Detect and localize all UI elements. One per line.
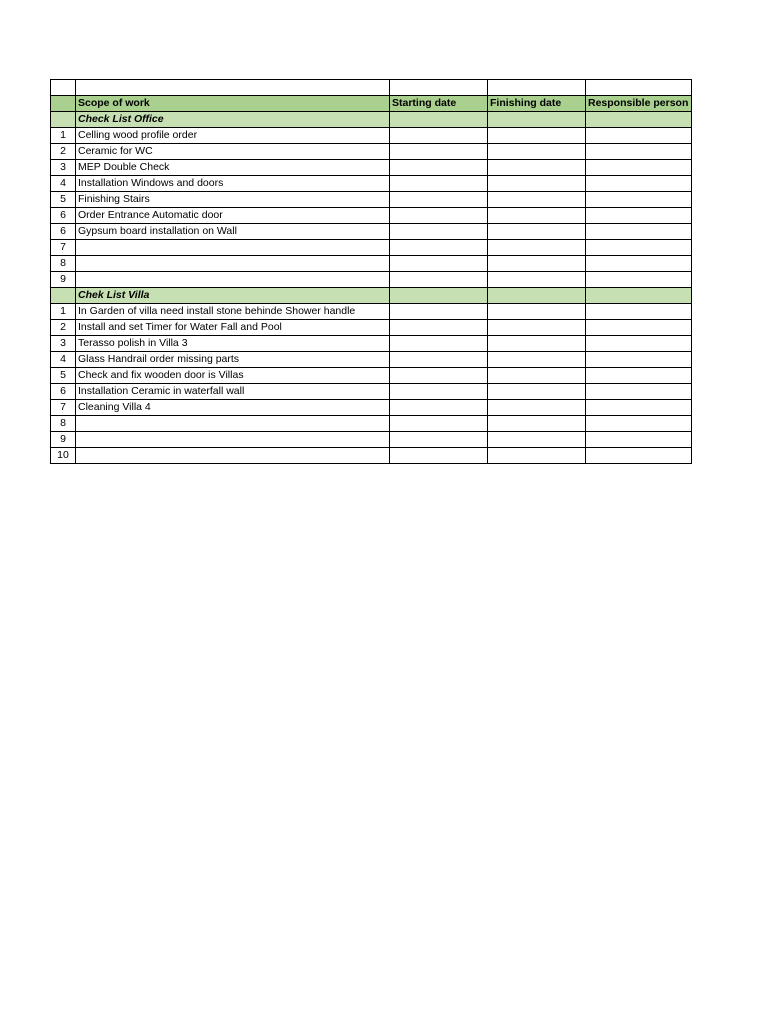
starting-date-cell[interactable] bbox=[390, 192, 488, 208]
responsible-person-cell[interactable] bbox=[586, 272, 692, 288]
starting-date-cell[interactable] bbox=[390, 176, 488, 192]
task-cell[interactable] bbox=[76, 432, 390, 448]
responsible-person-cell[interactable] bbox=[586, 176, 692, 192]
finishing-date-cell[interactable] bbox=[488, 432, 586, 448]
responsible-person-cell[interactable] bbox=[586, 256, 692, 272]
row-number[interactable]: 7 bbox=[51, 400, 76, 416]
starting-date-cell[interactable] bbox=[390, 352, 488, 368]
row-number[interactable]: 6 bbox=[51, 384, 76, 400]
table-row bbox=[51, 192, 692, 208]
table-row bbox=[51, 208, 692, 224]
finishing-date-cell[interactable] bbox=[488, 368, 586, 384]
task-cell[interactable] bbox=[76, 272, 390, 288]
cell[interactable] bbox=[76, 80, 390, 96]
section-starting-date-cell[interactable] bbox=[390, 112, 488, 128]
task-cell[interactable]: Order Entrance Automatic door bbox=[76, 208, 390, 224]
header-finishing-date[interactable]: Finishing date bbox=[488, 96, 586, 112]
responsible-person-cell[interactable] bbox=[586, 304, 692, 320]
table-row bbox=[51, 128, 692, 144]
row-number[interactable]: 1 bbox=[51, 128, 76, 144]
responsible-person-cell[interactable] bbox=[586, 128, 692, 144]
cell[interactable] bbox=[586, 80, 692, 96]
row-number[interactable]: 7 bbox=[51, 240, 76, 256]
starting-date-cell[interactable] bbox=[390, 144, 488, 160]
table-row bbox=[51, 256, 692, 272]
section-finishing-date-cell[interactable] bbox=[488, 112, 586, 128]
task-cell[interactable]: Glass Handrail order missing parts bbox=[76, 352, 390, 368]
table-row bbox=[51, 448, 692, 464]
responsible-person-cell[interactable] bbox=[586, 384, 692, 400]
table-row bbox=[51, 384, 692, 400]
finishing-date-cell[interactable] bbox=[488, 320, 586, 336]
table-row bbox=[51, 432, 692, 448]
row-number[interactable]: 4 bbox=[51, 352, 76, 368]
starting-date-cell[interactable] bbox=[390, 240, 488, 256]
finishing-date-cell[interactable] bbox=[488, 128, 586, 144]
responsible-person-cell[interactable] bbox=[586, 432, 692, 448]
section-responsible-cell[interactable] bbox=[586, 288, 692, 304]
finishing-date-cell[interactable] bbox=[488, 160, 586, 176]
finishing-date-cell[interactable] bbox=[488, 336, 586, 352]
responsible-person-cell[interactable] bbox=[586, 400, 692, 416]
starting-date-cell[interactable] bbox=[390, 384, 488, 400]
starting-date-cell[interactable] bbox=[390, 400, 488, 416]
responsible-person-cell[interactable] bbox=[586, 336, 692, 352]
finishing-date-cell[interactable] bbox=[488, 304, 586, 320]
starting-date-cell[interactable] bbox=[390, 304, 488, 320]
table-row bbox=[51, 400, 692, 416]
finishing-date-cell[interactable] bbox=[488, 256, 586, 272]
checklist-body bbox=[51, 80, 692, 464]
finishing-date-cell[interactable] bbox=[488, 224, 586, 240]
finishing-date-cell[interactable] bbox=[488, 448, 586, 464]
task-cell[interactable]: MEP Double Check bbox=[76, 160, 390, 176]
task-cell[interactable]: Gypsum board installation on Wall bbox=[76, 224, 390, 240]
task-cell[interactable] bbox=[76, 448, 390, 464]
responsible-person-cell[interactable] bbox=[586, 160, 692, 176]
row-number[interactable]: 9 bbox=[51, 272, 76, 288]
table-row bbox=[51, 352, 692, 368]
row-number[interactable]: 6 bbox=[51, 208, 76, 224]
finishing-date-cell[interactable] bbox=[488, 192, 586, 208]
section-starting-date-cell[interactable] bbox=[390, 288, 488, 304]
finishing-date-cell[interactable] bbox=[488, 400, 586, 416]
header-number-cell[interactable] bbox=[51, 96, 76, 112]
task-cell[interactable]: Installation Ceramic in waterfall wall bbox=[76, 384, 390, 400]
header-row bbox=[51, 96, 692, 112]
task-cell[interactable]: Celling wood profile order bbox=[76, 128, 390, 144]
responsible-person-cell[interactable] bbox=[586, 144, 692, 160]
task-cell[interactable] bbox=[76, 240, 390, 256]
cell[interactable] bbox=[390, 80, 488, 96]
checklist-table bbox=[50, 79, 692, 464]
task-cell[interactable] bbox=[76, 416, 390, 432]
header-scope-of-work[interactable]: Scope of work bbox=[76, 96, 390, 112]
section-number-cell[interactable] bbox=[51, 112, 76, 128]
row-number[interactable]: 8 bbox=[51, 256, 76, 272]
table-row bbox=[51, 240, 692, 256]
cell[interactable] bbox=[488, 80, 586, 96]
table-row bbox=[51, 320, 692, 336]
finishing-date-cell[interactable] bbox=[488, 272, 586, 288]
starting-date-cell[interactable] bbox=[390, 432, 488, 448]
row-number[interactable]: 5 bbox=[51, 368, 76, 384]
responsible-person-cell[interactable] bbox=[586, 416, 692, 432]
starting-date-cell[interactable] bbox=[390, 256, 488, 272]
table-row bbox=[51, 224, 692, 240]
row-number[interactable]: 5 bbox=[51, 192, 76, 208]
finishing-date-cell[interactable] bbox=[488, 384, 586, 400]
responsible-person-cell[interactable] bbox=[586, 352, 692, 368]
finishing-date-cell[interactable] bbox=[488, 240, 586, 256]
section-header-row bbox=[51, 112, 692, 128]
header-responsible-person[interactable]: Responsible person bbox=[586, 96, 692, 112]
row-number[interactable]: 1 bbox=[51, 304, 76, 320]
table-row bbox=[51, 176, 692, 192]
starting-date-cell[interactable] bbox=[390, 128, 488, 144]
row-number[interactable]: 10 bbox=[51, 448, 76, 464]
starting-date-cell[interactable] bbox=[390, 320, 488, 336]
starting-date-cell[interactable] bbox=[390, 416, 488, 432]
row-number[interactable]: 9 bbox=[51, 432, 76, 448]
row-number[interactable]: 2 bbox=[51, 320, 76, 336]
section-finishing-date-cell[interactable] bbox=[488, 288, 586, 304]
table-row bbox=[51, 160, 692, 176]
responsible-person-cell[interactable] bbox=[586, 320, 692, 336]
section-number-cell[interactable] bbox=[51, 288, 76, 304]
task-cell[interactable]: Ceramic for WC bbox=[76, 144, 390, 160]
table-row bbox=[51, 272, 692, 288]
row-number[interactable]: 4 bbox=[51, 176, 76, 192]
blank-top-row bbox=[51, 80, 692, 96]
row-number[interactable]: 2 bbox=[51, 144, 76, 160]
section-title[interactable]: Check List Office bbox=[76, 112, 390, 128]
row-number[interactable]: 3 bbox=[51, 336, 76, 352]
starting-date-cell[interactable] bbox=[390, 368, 488, 384]
header-starting-date[interactable]: Starting date bbox=[390, 96, 488, 112]
finishing-date-cell[interactable] bbox=[488, 208, 586, 224]
task-cell[interactable]: Cleaning Villa 4 bbox=[76, 400, 390, 416]
table-row bbox=[51, 416, 692, 432]
row-number[interactable]: 6 bbox=[51, 224, 76, 240]
task-cell[interactable]: Install and set Timer for Water Fall and Pool bbox=[76, 320, 390, 336]
starting-date-cell[interactable] bbox=[390, 448, 488, 464]
task-cell[interactable]: Finishing Stairs bbox=[76, 192, 390, 208]
responsible-person-cell[interactable] bbox=[586, 240, 692, 256]
row-number[interactable]: 8 bbox=[51, 416, 76, 432]
responsible-person-cell[interactable] bbox=[586, 208, 692, 224]
row-number[interactable]: 3 bbox=[51, 160, 76, 176]
section-title[interactable]: Chek List Villa bbox=[76, 288, 390, 304]
task-cell[interactable]: Installation Windows and doors bbox=[76, 176, 390, 192]
finishing-date-cell[interactable] bbox=[488, 352, 586, 368]
task-cell[interactable]: Check and fix wooden door is Villas bbox=[76, 368, 390, 384]
table-row bbox=[51, 144, 692, 160]
responsible-person-cell[interactable] bbox=[586, 368, 692, 384]
table-row bbox=[51, 368, 692, 384]
responsible-person-cell[interactable] bbox=[586, 224, 692, 240]
starting-date-cell[interactable] bbox=[390, 224, 488, 240]
task-cell[interactable]: Terasso polish in Villa 3 bbox=[76, 336, 390, 352]
starting-date-cell[interactable] bbox=[390, 272, 488, 288]
section-header-row bbox=[51, 288, 692, 304]
cell[interactable] bbox=[51, 80, 76, 96]
starting-date-cell[interactable] bbox=[390, 208, 488, 224]
task-cell[interactable]: In Garden of villa need install stone behinde Shower handle bbox=[76, 304, 390, 320]
table-row bbox=[51, 304, 692, 320]
task-cell[interactable] bbox=[76, 256, 390, 272]
finishing-date-cell[interactable] bbox=[488, 144, 586, 160]
section-responsible-cell[interactable] bbox=[586, 112, 692, 128]
starting-date-cell[interactable] bbox=[390, 336, 488, 352]
responsible-person-cell[interactable] bbox=[586, 448, 692, 464]
table-row bbox=[51, 336, 692, 352]
finishing-date-cell[interactable] bbox=[488, 416, 586, 432]
starting-date-cell[interactable] bbox=[390, 160, 488, 176]
finishing-date-cell[interactable] bbox=[488, 176, 586, 192]
responsible-person-cell[interactable] bbox=[586, 192, 692, 208]
